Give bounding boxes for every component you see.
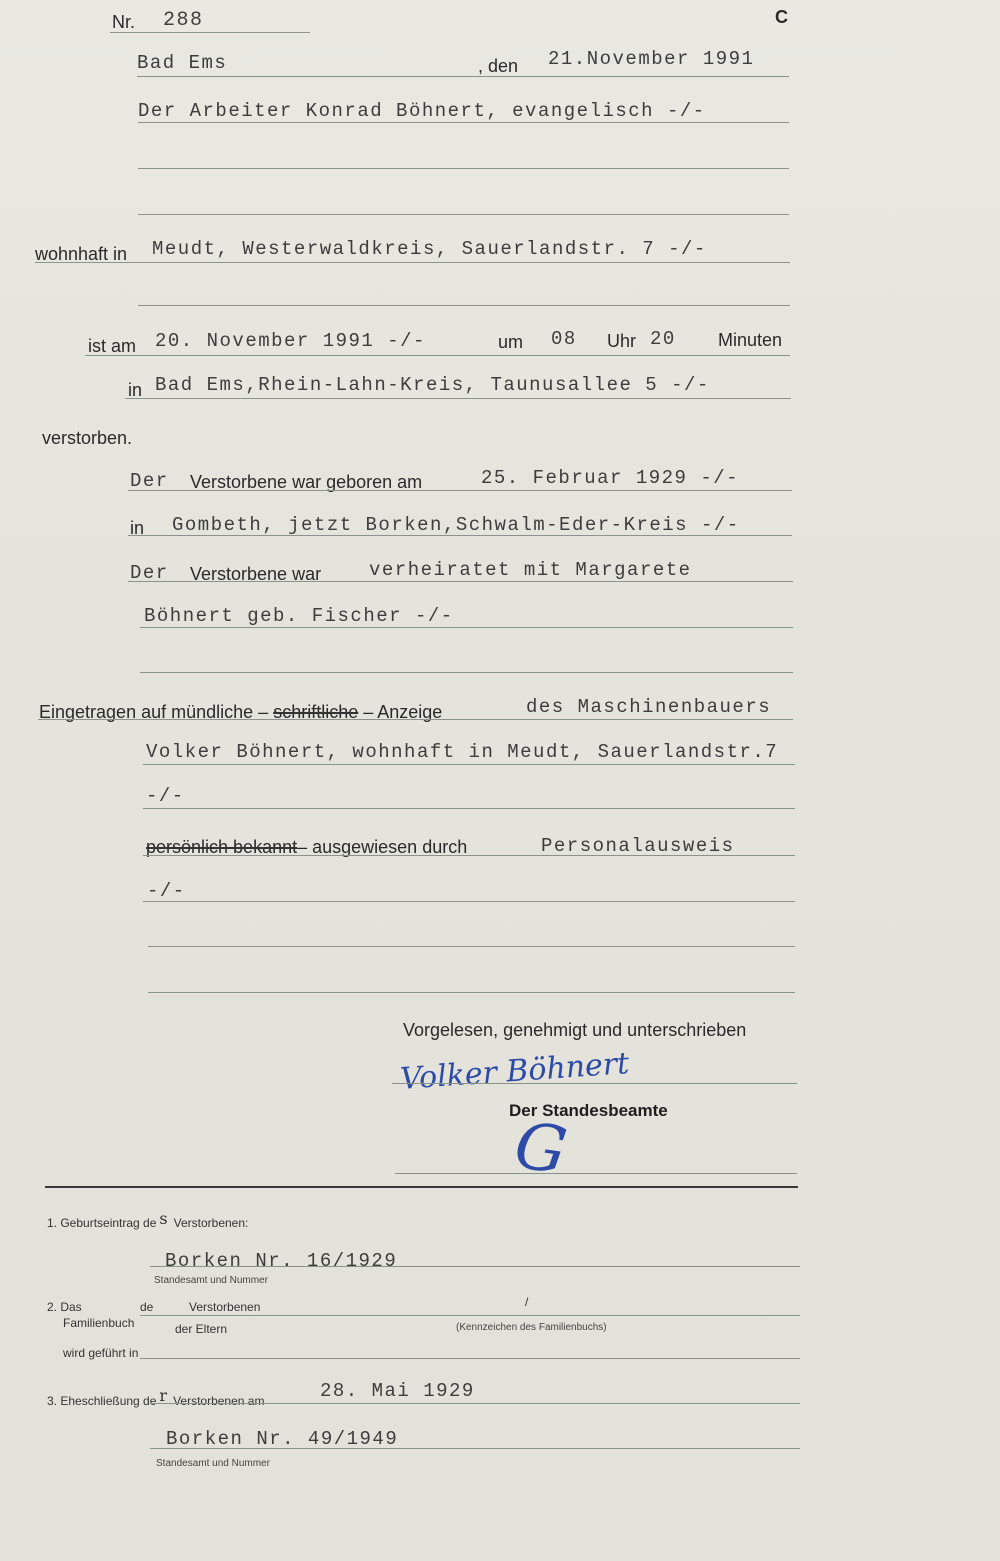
minuten-label: Minuten <box>718 330 783 350</box>
informant-signature: Volker Böhnert <box>399 1046 631 1097</box>
marriage-date-value: 28. Mai 1929 <box>320 1380 475 1402</box>
birth-date-value: 25. Februar 1929 -/- <box>481 467 740 489</box>
ist-am-label: ist am <box>88 336 137 356</box>
nr-underline <box>110 32 310 33</box>
residence-rule-2 <box>138 305 790 306</box>
person-line-rule-3 <box>138 214 789 215</box>
place-date-line <box>137 76 789 77</box>
birth-date-rule <box>128 490 792 491</box>
death-place-rule <box>125 398 791 399</box>
footer-divider <box>45 1186 798 1188</box>
registrar-label: Der Standesbeamte <box>509 1101 668 1120</box>
marriage-label-b: Verstorbenen am <box>173 1394 265 1408</box>
report-value-1: des Maschinenbauers <box>526 696 772 718</box>
marriage-registry-caption: Standesamt und Nummer <box>156 1458 270 1469</box>
residence-label: wohnhaft in <box>35 244 128 264</box>
nr-label: Nr. <box>112 12 136 32</box>
family-book-num-label: 2. Das <box>47 1300 82 1314</box>
identification-value-2: -/- <box>147 880 186 902</box>
person-line-rule-1 <box>138 122 789 123</box>
marriage-handwritten: r <box>159 1386 168 1405</box>
marriage-registry-value: Borken Nr. 49/1949 <box>166 1428 399 1450</box>
place-value: Bad Ems <box>137 52 228 74</box>
family-book-kept-label: wird geführt in <box>63 1346 139 1360</box>
birth-entry-handwritten: s <box>159 1209 168 1228</box>
death-date-value: 20. November 1991 -/- <box>155 330 426 352</box>
birth-entry-value: Borken Nr. 16/1929 <box>165 1250 398 1272</box>
death-place-value: Bad Ems,Rhein-Lahn-Kreis, Taunusallee 5 -/- <box>155 374 710 396</box>
family-book-id-caption: (Kennzeichen des Familienbuchs) <box>456 1322 607 1333</box>
birth-in-label: in <box>130 518 145 538</box>
death-hour-value: 08 <box>551 328 577 350</box>
report-label-part2: – Anzeige <box>363 702 443 722</box>
family-book-label: Familienbuch <box>63 1316 135 1330</box>
marriage-date-rule <box>150 1403 800 1404</box>
family-book-deceased-label: Verstorbenen <box>189 1300 261 1314</box>
identification-value: Personalausweis <box>541 835 735 857</box>
report-label-struck: schriftliche <box>273 702 359 722</box>
identification-rule-1 <box>143 855 795 856</box>
date-value: 21.November 1991 <box>548 48 755 70</box>
report-value-2: Volker Böhnert, wohnhaft in Meudt, Sauerlandstr.7 <box>146 741 779 763</box>
death-minute-value: 20 <box>650 328 676 350</box>
read-approved-label: Vorgelesen, genehmigt und unterschrieben <box>403 1020 747 1040</box>
marital-label: Verstorbene war <box>190 564 322 584</box>
verstorben-label: verstorben. <box>42 428 133 448</box>
family-book-slash: / <box>525 1295 529 1309</box>
person-line-1: Der Arbeiter Konrad Böhnert, evangelisch -/- <box>138 100 706 122</box>
family-book-kept-rule <box>140 1358 800 1359</box>
identification-rule-2 <box>143 901 795 902</box>
marital-value-2: Böhnert geb. Fischer -/- <box>144 605 454 627</box>
death-date-rule <box>85 355 790 356</box>
blank-rule-2 <box>148 992 795 993</box>
birth-label: Verstorbene war geboren am <box>190 472 423 492</box>
person-line-rule-2 <box>138 168 789 169</box>
marriage-label <box>47 1386 265 1409</box>
death-in-label: in <box>128 380 143 400</box>
birth-entry-label <box>47 1209 249 1231</box>
blank-rule-1 <box>148 946 795 947</box>
marital-der-label: Der <box>130 562 169 584</box>
birth-entry-label-a: 1. Geburtseintrag de <box>47 1216 157 1230</box>
family-book-rule <box>140 1315 800 1316</box>
den-label: , den <box>478 56 519 76</box>
identification-label-rest: – ausgewiesen durch <box>297 837 468 857</box>
marriage-registry-rule <box>150 1448 800 1449</box>
residence-rule-1 <box>35 262 790 263</box>
corner-mark: C <box>775 7 788 27</box>
birth-place-value: Gombeth, jetzt Borken,Schwalm-Eder-Kreis -/- <box>172 514 740 536</box>
marital-rule-1 <box>128 581 793 582</box>
report-label-part1: Eingetragen auf mündliche – <box>39 702 269 722</box>
birth-entry-caption: Standesamt und Nummer <box>154 1275 268 1286</box>
family-book-de-label: de <box>140 1300 154 1314</box>
registrar-signature: G <box>510 1108 572 1190</box>
report-rule-3 <box>143 808 795 809</box>
family-book-parents-label: der Eltern <box>175 1322 228 1336</box>
registrar-signature-rule <box>395 1173 797 1174</box>
identification-label-struck: persönlich bekannt <box>146 837 298 857</box>
um-label: um <box>498 332 524 352</box>
report-value-3: -/- <box>146 785 185 807</box>
report-rule-2 <box>143 764 795 765</box>
informant-signature-rule <box>392 1083 797 1084</box>
report-rule-1 <box>38 719 793 720</box>
birth-place-rule <box>128 535 792 536</box>
residence-value: Meudt, Westerwaldkreis, Sauerlandstr. 7 -/- <box>152 238 707 260</box>
marriage-label-a: 3. Eheschließung de <box>47 1394 157 1408</box>
birth-entry-label-b: Verstorbenen: <box>173 1216 249 1230</box>
uhr-label: Uhr <box>607 331 637 351</box>
birth-der-label: Der <box>130 470 169 492</box>
marital-rule-2 <box>140 627 793 628</box>
nr-value: 288 <box>163 9 204 32</box>
marital-rule-3 <box>140 672 793 673</box>
birth-entry-rule <box>150 1266 800 1267</box>
marital-value-1: verheiratet mit Margarete <box>369 559 692 581</box>
